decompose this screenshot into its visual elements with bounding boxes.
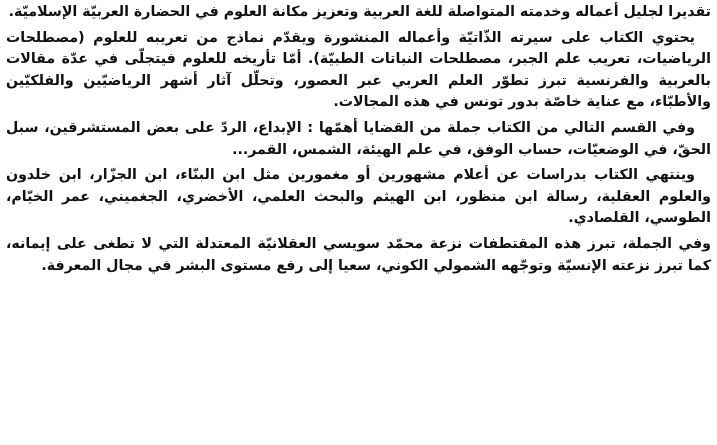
- paragraph-tribute: تقديرا لجليل أعماله وخدمته المتواصلة للغة العربية وتعزيز مكانة العلوم في الحضارة العربيّة الإسلاميّة.: [8, 4, 711, 20]
- paragraph-studies: [6, 165, 711, 230]
- paragraph-contents-text: يحتوي الكتاب على سيرته الذّاتيّة وأعماله المنشورة ويقدّم نماذج من تعريبه للعلوم (مصطلحات الرياضيات، تعريب علم الجبر، مصطلحات النباتات الطبيّة). أمّا تأريخه للعلوم فيتجلّى في عدّة مقالات بالعربية والفرنسية تبرز تطوّر العلم العربي عبر العصور، وتحلّل آثار أشهر الرياضيّين والفلكيّين والأطبّاء، مع عناية خاصّة بدور تونس في هذه المجالات.: [6, 29, 711, 111]
- paragraph-conclusion: وفي الجملة، تبرز هذه المقتطفات نزعة محمّد سويسي العقلانيّة المعتدلة التي لا تطغى على إيمانه، كما تبرز نزعته الإنسيّة وتوجّهه الشمولي الكوني، سعيا إلى رفع مستوى البشر في مجال المعرفة.: [6, 235, 711, 274]
- paragraph-contents: [6, 28, 711, 114]
- paragraph-issues: [6, 118, 711, 161]
- paragraph-studies-text: وينتهي الكتاب بدراسات عن أعلام مشهورين أو مغمورين مثل ابن البنّاء، ابن الجزّار، ابن خلدون والعلوم العقلية، رسالة ابن منظور، ابن الهيثم والبحث العلمي، الأخضري، الجغميني، عمر الخيّام، الطوسي، القلصادي.: [6, 167, 711, 227]
- paragraph-issues-text: وفي القسم التالي من الكتاب جملة من القضايا أهمّها : الإبداع، الردّ على بعض المستشرقين، سبل الحقّ، في الوضعيّات، حساب الوفق، في علم الهيئة، الشمس، القمر...: [6, 119, 711, 158]
